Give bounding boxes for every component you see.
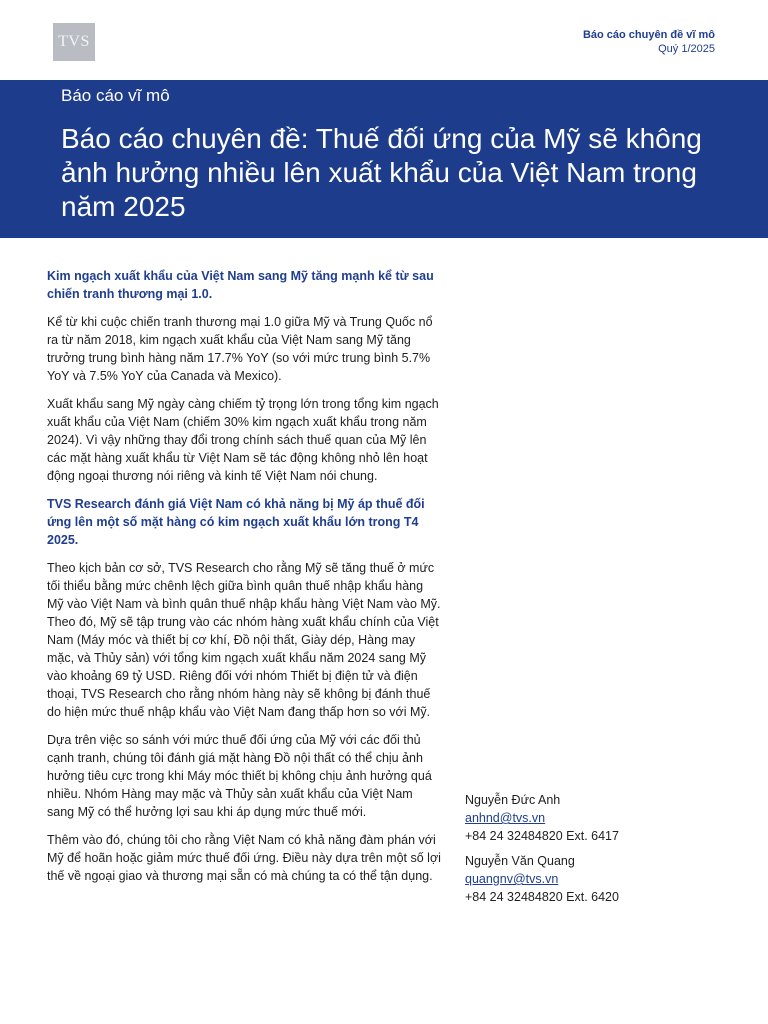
report-period: Quý 1/2025 [658,43,715,55]
paragraph-4: Dựa trên việc so sánh với mức thuế đối ứng của Mỹ với các đối thủ cạnh tranh, chúng tôi đánh giá mặt hàng Đồ nội thất có thể chịu ảnh hưởng tiêu cực trong khi Máy móc thiết bị không chịu ảnh hưởng quá nhiều. Nhóm Hàng may mặc và Thủy sản xuất khẩu của Việt Nam sang Mỹ có thể hưởng lợi sau khi áp dụng mức thuế mới. [47,733,432,819]
title-banner [0,80,768,238]
tvs-logo: TVS [53,23,95,61]
paragraph-5: Thêm vào đó, chúng tôi cho rằng Việt Nam có khả năng đàm phán với Mỹ để hoãn hoặc giảm mức thuế đối ứng. Điều này dựa trên một số lợi thế về ngoại giao và thương mại sẵn có mà chúng ta có thể tận dụng. [47,833,441,883]
contact-name: Nguyễn Đức Anh [465,793,561,807]
section-heading-2: TVS Research đánh giá Việt Nam có khả năng bị Mỹ áp thuế đối ứng lên một số mặt hàng có kim ngạch xuất khẩu lớn trong T4 2025. [47,497,425,547]
section-heading-1: Kim ngạch xuất khẩu của Việt Nam sang Mỹ tăng mạnh kể từ sau chiến tranh thương mại 1.0. [47,269,434,301]
main-content [47,267,442,895]
contact-name: Nguyễn Văn Quang [465,854,575,868]
paragraph-3: Theo kịch bản cơ sở, TVS Research cho rằng Mỹ sẽ tăng thuế ở mức tối thiểu bằng mức chênh lệch giữa bình quân thuế nhập khẩu hàng Mỹ vào Việt Nam và bình quân thuế nhập khẩu hàng Việt Nam vào Mỹ. Theo đó, Mỹ sẽ tập trung vào các nhóm hàng xuất khẩu chính của Việt Nam (Máy móc và thiết bị cơ khí, Đồ nội thất, Giày dép, Hàng may mặc, và Thủy sản) với tổng kim ngạch xuất khẩu năm 2024 sang Mỹ vào khoảng 69 tỷ USD. Riêng đối với nhóm Thiết bị điện tử và điện thoại, TVS Research cho rằng nhóm hàng này sẽ không bị đánh thuế do hiện mức thuế nhập khẩu vào Việt Nam đang thấp hơn so với Mỹ. [47,561,441,719]
paragraph-2: Xuất khẩu sang Mỹ ngày càng chiếm tỷ trọng lớn trong tổng kim ngạch xuất khẩu của Việt Nam (chiếm 30% kim ngạch xuất khẩu trong năm 2024). Vì vậy những thay đổi trong chính sách thuế quan của Mỹ lên các mặt hàng xuất khẩu từ Việt Nam sẽ tác động không nhỏ lên hoạt động ngoại thương nói riêng và kinh tế Việt Nam nói chung. [47,397,439,483]
page-title: Báo cáo chuyên đề: Thuế đối ứng của Mỹ sẽ không ảnh hưởng nhiều lên xuất khẩu của Việt Nam trong năm 2025 [61,123,702,222]
paragraph-1: Kể từ khi cuộc chiến tranh thương mại 1.0 giữa Mỹ và Trung Quốc nổ ra từ năm 2018, kim ngạch xuất khẩu của Việt Nam sang Mỹ tăng trưởng trung bình hàng năm 17.7% YoY (so với mức trung bình 5.7% YoY và 7.5% YoY của Canada và Mexico). [47,315,433,383]
report-meta [583,28,715,56]
contact-email-link[interactable]: anhnd@tvs.vn [465,811,546,825]
analyst-contacts [465,791,725,913]
contact-email-link[interactable]: quangnv@tvs.vn [465,872,559,886]
contact-phone: +84 24 32484820 Ext. 6417 [465,829,619,843]
contact-phone: +84 24 32484820 Ext. 6420 [465,890,619,904]
contact-card [465,791,725,845]
report-type: Báo cáo chuyên đề vĩ mô [582,29,715,41]
contact-card [465,852,725,906]
report-category: Báo cáo vĩ mô [61,86,170,105]
